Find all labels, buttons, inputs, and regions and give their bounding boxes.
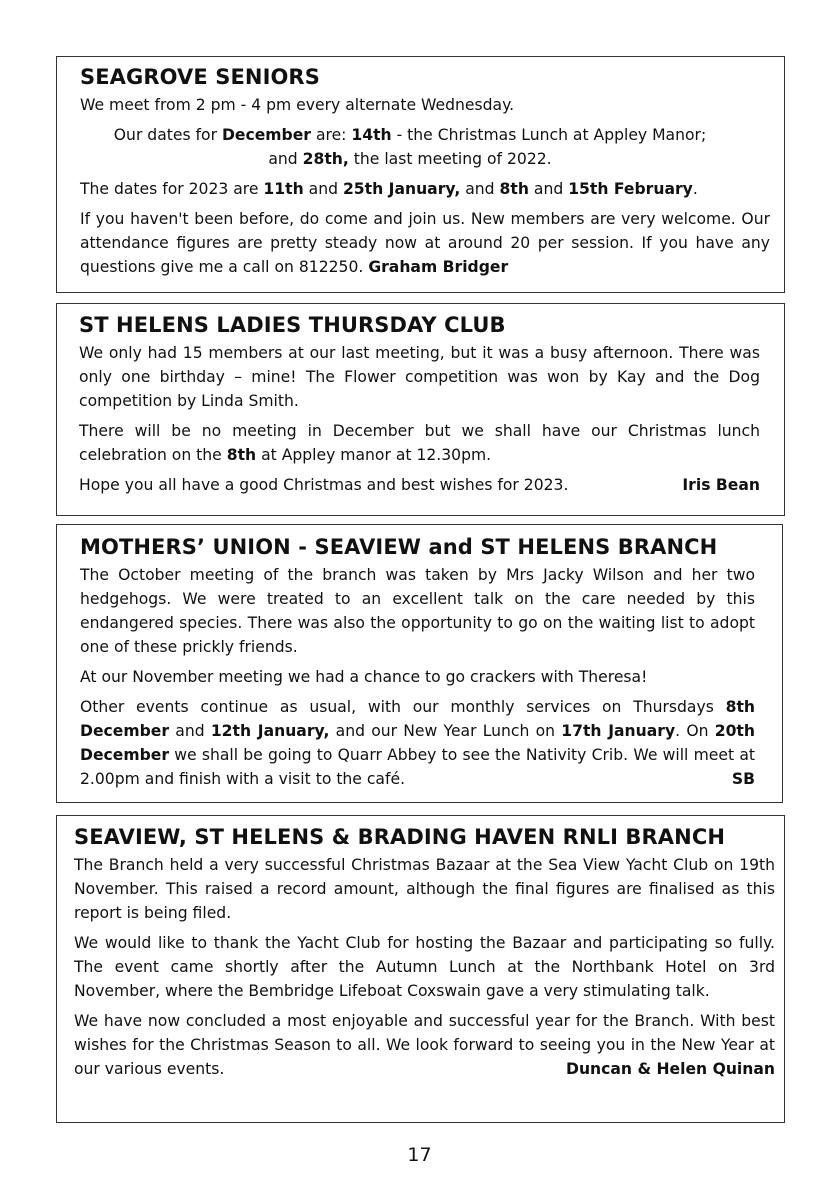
- section-title: MOTHERS’ UNION - SEAVIEW and ST HELENS BRANCH: [80, 535, 718, 559]
- ladies-thursday-club-section: [56, 303, 785, 516]
- section-title: SEAGROVE SENIORS: [80, 65, 320, 89]
- paragraph: We would like to thank the Yacht Club for hosting the Bazaar and participating so fully. The event came shortly after the Autumn Lunch at the Northbank Hotel on 3rd November, where the Bembridge Lifeboat Coxswain gave a very stimulating talk.: [74, 934, 775, 1000]
- seagrove-seniors-section: [56, 56, 785, 293]
- section-title: ST HELENS LADIES THURSDAY CLUB: [79, 313, 506, 337]
- paragraph: The October meeting of the branch was taken by Mrs Jacky Wilson and her two hedgehogs. We were treated to an excellent talk on the care needed by this endangered species. There was also the opportunity to go on the waiting list to adopt one of these prickly friends.: [80, 566, 755, 656]
- paragraph: Other events continue as usual, with our monthly services on Thursdays 8th December and 12th January, and our New Year Lunch on 17th January. On 20th December we shall be going to Quarr Abbey to see the Nativity Crib. We will meet at 2.00pm and finish with a visit to the café. SB: [80, 695, 755, 791]
- section-title: SEAVIEW, ST HELENS & BRADING HAVEN RNLI BRANCH: [74, 825, 726, 849]
- paragraph: At our November meeting we had a chance to go crackers with Theresa!: [80, 668, 648, 686]
- paragraph: The dates for 2023 are 11th and 25th January, and 8th and 15th February.: [80, 180, 698, 198]
- paragraph: Hope you all have a good Christmas and best wishes for 2023. Iris Bean: [79, 473, 760, 497]
- paragraph: We only had 15 members at our last meeting, but it was a busy afternoon. There was only one birthday – mine! The Flower competition was won by Kay and the Dog competition by Linda Smith.: [79, 344, 760, 410]
- page-number: 17: [407, 1144, 432, 1166]
- paragraph: If you haven't been before, do come and join us. New members are very welcome. Our attendance figures are pretty steady now at around 20 per session. If you have any questions give me a call on 812250. Graham Bridger: [80, 210, 770, 276]
- rnli-branch-section: [56, 815, 785, 1123]
- signature: Graham Bridger: [368, 258, 509, 276]
- paragraph: We meet from 2 pm - 4 pm every alternate Wednesday.: [80, 96, 515, 114]
- mothers-union-section: [56, 524, 783, 803]
- signature: Iris Bean: [682, 476, 760, 494]
- paragraph: We have now concluded a most enjoyable and successful year for the Branch. With best wishes for the Christmas Season to all. We look forward to seeing you in the New Year at our various events. Duncan & Helen Quinan: [74, 1009, 775, 1081]
- paragraph: The Branch held a very successful Christmas Bazaar at the Sea View Yacht Club on 19th November. This raised a record amount, although the final figures are finalised as this report is being filed.: [74, 856, 775, 922]
- paragraph: Our dates for December are: 14th - the Christmas Lunch at Appley Manor; and 28th, the last meeting of 2022.: [113, 126, 707, 168]
- signature: SB: [731, 770, 755, 788]
- signature: Duncan & Helen Quinan: [566, 1060, 775, 1078]
- paragraph: There will be no meeting in December but we shall have our Christmas lunch celebration on the 8th at Appley manor at 12.30pm.: [79, 422, 760, 464]
